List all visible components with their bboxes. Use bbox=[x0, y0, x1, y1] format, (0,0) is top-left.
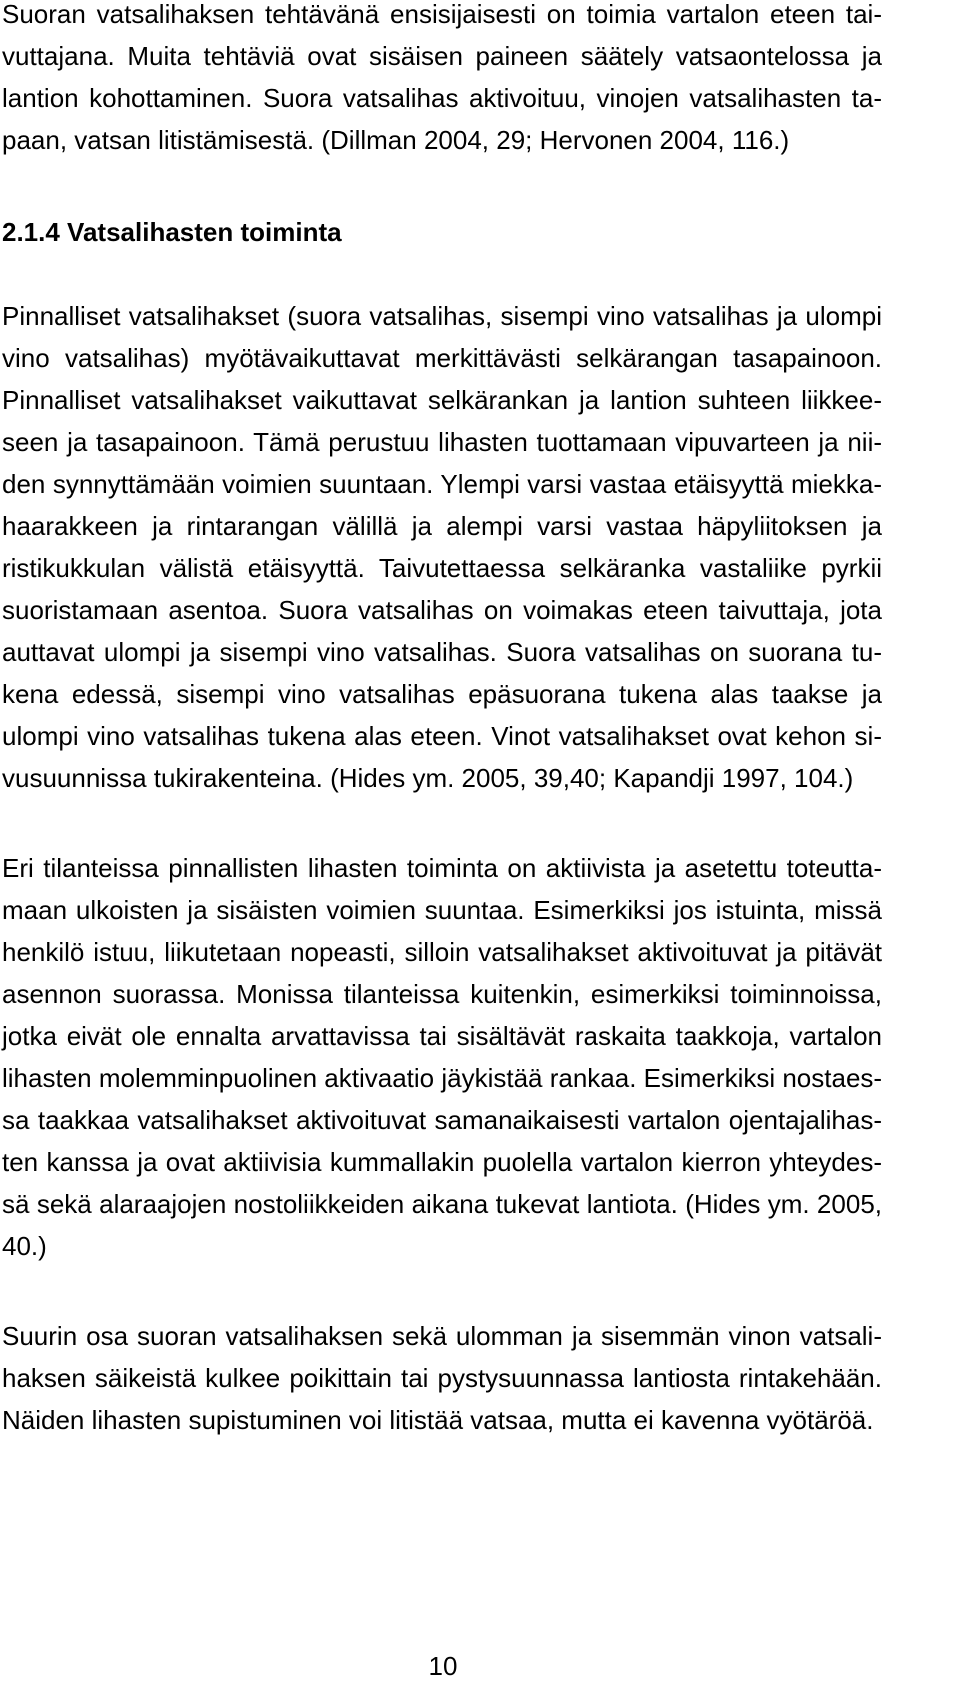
text-line: lantion kohottaminen. Suora vatsalihas aktivoituu, vinojen vatsalihasten ta- bbox=[2, 83, 882, 113]
text-line: den synnyttämään voimien suuntaan. Ylempi varsi vastaa etäisyyttä miekka- bbox=[2, 469, 882, 499]
text-line: paan, vatsan litistämisestä. (Dillman 2004, 29; Hervonen 2004, 116.) bbox=[2, 125, 790, 155]
text-line: haarakkeen ja rintarangan välillä ja alempi varsi vastaa häpyliitoksen ja bbox=[2, 511, 882, 541]
text-line: seen ja tasapainoon. Tämä perustuu lihasten tuottamaan vipuvarteen ja nii- bbox=[2, 427, 882, 457]
text-line: vusuunnissa tukirakenteina. (Hides ym. 2005, 39,40; Kapandji 1997, 104.) bbox=[2, 763, 854, 793]
text-line: ristikukkulan välistä etäisyyttä. Taivutettaessa selkäranka vastaliike pyrkii bbox=[2, 553, 882, 583]
text-line: kena edessä, sisempi vino vatsalihas epäsuorana tukena alas taakse ja bbox=[2, 679, 882, 709]
text-line: lihasten molemminpuolinen aktivaatio jäykistää rankaa. Esimerkiksi nostaes- bbox=[2, 1063, 883, 1093]
text-line: suoristamaan asentoa. Suora vatsalihas on voimakas eteen taivuttaja, jota bbox=[2, 595, 882, 625]
text-line: Pinnalliset vatsalihakset (suora vatsalihas, sisempi vino vatsalihas ja ulompi bbox=[2, 301, 882, 331]
text-line: 40.) bbox=[2, 1231, 47, 1261]
page-number: 10 bbox=[428, 1651, 458, 1681]
text-line: maan ulkoisten ja sisäisten voimien suuntaa. Esimerkiksi jos istuinta, missä bbox=[2, 895, 882, 925]
text-line: sa taakkaa vatsalihakset aktivoituvat samanaikaisesti vartalon ojentajalihas- bbox=[2, 1105, 882, 1135]
text-line: vino vatsalihas) myötävaikuttavat merkittävästi selkärangan tasapainoon. bbox=[2, 343, 882, 373]
text-line: asennon suorassa. Monissa tilanteissa kuitenkin, esimerkiksi toiminnoissa, bbox=[2, 979, 882, 1009]
text-line: jotka eivät ole ennalta arvattavissa tai sisältävät raskaita taakkoja, vartalon bbox=[2, 1021, 882, 1051]
text-line: henkilö istuu, liikutetaan nopeasti, silloin vatsalihakset aktivoituvat ja pitävät bbox=[2, 937, 882, 967]
text-line: haksen säikeistä kulkee poikittain tai pystysuunnassa lantiosta rintakehään. bbox=[2, 1363, 882, 1393]
text-line: Suurin osa suoran vatsalihaksen sekä ulomman ja sisemmän vinon vatsali- bbox=[2, 1321, 882, 1351]
text-line: auttavat ulompi ja sisempi vino vatsalihas. Suora vatsalihas on suorana tu- bbox=[2, 637, 882, 667]
text-line: vuttajana. Muita tehtäviä ovat sisäisen paineen säätely vatsaontelossa ja bbox=[2, 41, 882, 71]
text-line: Suoran vatsalihaksen tehtävänä ensisijaisesti on toimia vartalon eteen tai- bbox=[2, 0, 882, 29]
text-line: Eri tilanteissa pinnallisten lihasten toiminta on aktiivista ja asetettu toteutta- bbox=[2, 853, 882, 883]
text-line: ten kanssa ja ovat aktiivisia kummallakin puolella vartalon kierron yhteydes- bbox=[2, 1147, 882, 1177]
text-line: ulompi vino vatsalihas tukena alas eteen. Vinot vatsalihakset ovat kehon si- bbox=[2, 721, 882, 751]
section-heading: 2.1.4 Vatsalihasten toiminta bbox=[2, 217, 342, 247]
text-line: Näiden lihasten supistuminen voi litistää vatsaa, mutta ei kavenna vyötäröä. bbox=[2, 1405, 874, 1435]
text-line: sä sekä alaraajojen nostoliikkeiden aikana tukevat lantiota. (Hides ym. 2005, bbox=[2, 1189, 882, 1219]
text-line: Pinnalliset vatsalihakset vaikuttavat selkärankan ja lantion suhteen liikkee- bbox=[2, 385, 882, 415]
